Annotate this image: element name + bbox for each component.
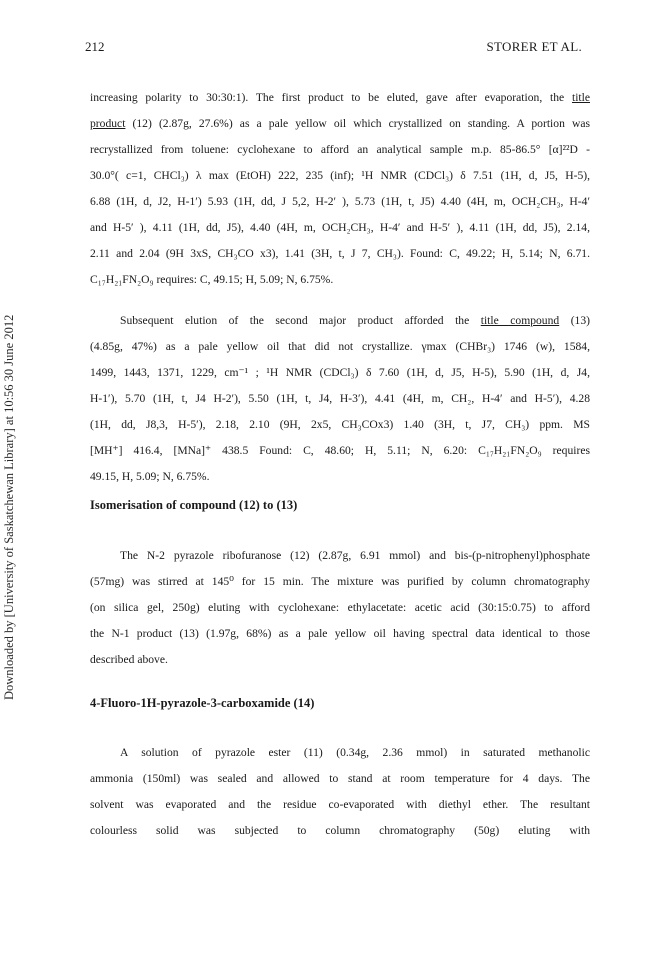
page-number: 212 — [85, 39, 105, 54]
text-line: product (12) (2.87g, 27.6%) as a pale yellow oil which crystallized on standing. A portion was — [90, 117, 590, 130]
text-line: 1499, 1443, 1371, 1229, cm⁻¹ ; ¹H NMR (CDCl₃) δ 7.60 (1H, d, J5, H-5), 5.90 (1H, d, J4, — [90, 366, 590, 379]
section-heading-fluoropyrazole: 4-Fluoro-1H-pyrazole-3-carboxamide (14) — [90, 696, 315, 710]
text-line: (57mg) was stirred at 145⁰ for 15 min. The mixture was purified by column chromatography — [90, 575, 590, 588]
text-line: 30.0°( c=1, CHCl₃) λ max (EtOH) 222, 235 (inf); ¹H NMR (CDCl₃) δ 7.51 (1H, d, J5, H-5), — [90, 169, 590, 182]
text-line: increasing polarity to 30:30:1). The first product to be eluted, gave after evaporation, the title — [90, 91, 590, 104]
text-line: and H-5′ ), 4.11 (1H, dd, J5), 4.40 (4H, m, OCH₂CH₃, H-4′ and H-5′ ), 4.11 (1H, dd, J5), 2.14, — [90, 221, 590, 234]
text-line: C₁₇H₂₁FN₂O₉ requires: C, 49.15; H, 5.09; N, 6.75%. — [90, 273, 334, 286]
section-heading-isomerisation: Isomerisation of compound (12) to (13) — [90, 498, 298, 512]
paragraph-4 — [90, 740, 590, 844]
text-line: 6.88 (1H, d, J2, H-1′) 5.93 (1H, dd, J 5,2, H-2′ ), 5.73 (1H, t, J5) 4.40 (4H, m, OCH₂CH₃, H-4′ — [90, 195, 590, 208]
text-line: colourless solid was subjected to column chromatography (50g) eluting with — [90, 824, 590, 837]
text-line: 2.11 and 2.04 (9H 3xS, CH₃CO x3), 1.41 (3H, t, J 7, CH₃). Found: C, 49.22; H, 5.14; N, 6.71. — [90, 247, 590, 260]
text-line: ammonia (150ml) was sealed and allowed to stand at room temperature for 4 days. The — [90, 772, 590, 785]
download-watermark: Downloaded by [University of Saskatchewan Library] at 10:56 30 June 2012 — [2, 314, 16, 700]
text-line: the N-1 product (13) (1.97g, 68%) as a pale yellow oil having spectral data identical to those — [90, 627, 590, 640]
text-line: H-1′), 5.70 (1H, t, J4 H-2′), 5.50 (1H, t, J4, H-3′), 4.41 (4H, m, CH₂, H-4′ and H-5′), 4.28 — [90, 392, 590, 405]
text-line: Subsequent elution of the second major product afforded the title compound (13) — [120, 314, 591, 327]
text-line: solvent was evaporated and the residue co-evaporated with diethyl ether. The resultant — [90, 798, 590, 811]
paragraph-2 — [90, 308, 590, 490]
text-line: (1H, dd, J8,3, H-5′), 2.18, 2.10 (9H, 2x5, CH₃COx3) 1.40 (3H, t, J7, CH₃) ppm. MS — [90, 418, 590, 431]
text-line: (on silica gel, 250g) eluting with cyclohexane: ethylacetate: acetic acid (30:15:0.75) to afford — [90, 601, 590, 614]
text-line: [MH⁺] 416.4, [MNa]⁺ 438.5 Found: C, 48.60; H, 5.11; N, 6.20: C₁₇H₂₁FN₂O₉ requires — [90, 444, 590, 457]
text-line: The N-2 pyrazole ribofuranose (12) (2.87g, 6.91 mmol) and bis-(p-nitrophenyl)phosphate — [120, 549, 590, 562]
paragraph-1 — [90, 85, 590, 293]
text-line: A solution of pyrazole ester (11) (0.34g, 2.36 mmol) in saturated methanolic — [120, 746, 590, 759]
running-head: STORER ET AL. — [486, 39, 582, 54]
text-line: (4.85g, 47%) as a pale yellow oil that did not crystallize. γmax (CHBr₃) 1746 (w), 1584, — [90, 340, 590, 353]
text-line: recrystallized from toluene: cyclohexane to afford an analytical sample m.p. 85-86.5° [α]²²D - — [90, 143, 590, 156]
text-line: 49.15, H, 5.09; N, 6.75%. — [90, 470, 210, 483]
paragraph-3 — [90, 543, 590, 673]
text-line: described above. — [90, 653, 168, 666]
